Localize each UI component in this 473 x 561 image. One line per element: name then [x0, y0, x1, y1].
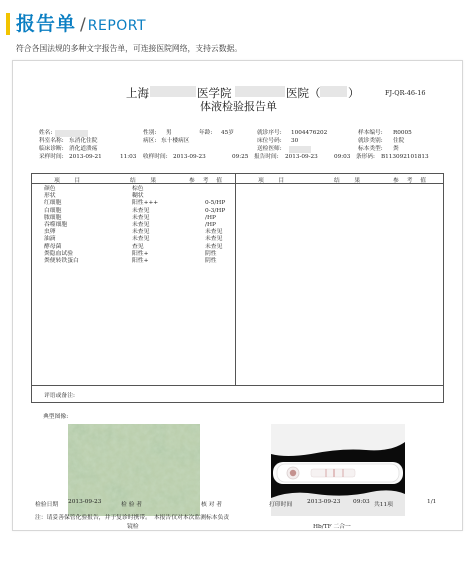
row-result: 阳性+ [132, 250, 149, 257]
table-divider [235, 174, 236, 385]
row-result: 未查见 [132, 222, 150, 228]
row-result: 阳性+ [132, 258, 149, 264]
footer-note: 注：请妥善保管化验报告，并于复诊时携带。 本报告仅对本次监测标本负责 [35, 515, 230, 521]
redacted-block [150, 86, 196, 97]
row-ref: /HP [205, 222, 216, 228]
row-item: 粪隐血试验 [44, 250, 73, 257]
redacted-block [235, 86, 285, 97]
visit-value: 1004476202 [291, 130, 328, 136]
row-result: 查见 [132, 243, 144, 250]
checker-label: 核 对 者 [201, 502, 223, 508]
report-time-label: 报告时间: [254, 154, 279, 160]
bed-label: 床位号码: [257, 138, 282, 144]
image2-caption: Hb/TF 二合一 [313, 524, 351, 530]
row-item: 吞噬细胞 [44, 222, 68, 228]
redacted-doctor [289, 146, 311, 153]
col-header-item: 项 目 [54, 178, 82, 184]
receive-label: 收样时间: [143, 154, 168, 160]
row-ref: 未查见 [205, 236, 223, 243]
doc-number: FJ-QR-46-16 [385, 89, 426, 97]
sample-label: 样本编号: [358, 130, 383, 136]
row-item: 颜色 [44, 186, 56, 192]
redacted-name [55, 130, 88, 137]
row-ref: 阴性 [205, 250, 217, 257]
row-item: 白细胞 [44, 207, 62, 214]
row-result: 未查见 [132, 229, 150, 236]
image1-caption: 镜检 [127, 524, 139, 530]
title-en: REPORT [87, 18, 147, 34]
row-ref: 0-5/HP [205, 200, 226, 207]
ward-label: 病区: [143, 138, 157, 144]
row-item: 粪便转铁蛋白 [44, 258, 79, 264]
visit-type-value: 住院 [393, 138, 405, 144]
report-time: 09:03 [334, 154, 351, 160]
name-label: 姓名: [39, 130, 53, 136]
col-header-ref-right: 参 考 值 [393, 178, 427, 184]
bed-value: 30 [291, 138, 299, 144]
print-date: 2013-09-23 [307, 499, 341, 505]
sample-value: R0005 [393, 130, 412, 136]
row-ref: 未查见 [205, 229, 223, 236]
ward-value: 东十楼病区 [161, 138, 190, 144]
item-total: 共11项 [374, 502, 393, 508]
row-ref: 0-3/HP [205, 207, 226, 214]
report-date: 2013-09-23 [285, 154, 318, 160]
row-result: 棕色 [132, 186, 144, 192]
visit-label: 就诊序号: [257, 130, 282, 136]
header-rule [32, 183, 443, 184]
hospital-prefix: 上海 [126, 86, 149, 100]
row-result: 糊状 [132, 193, 144, 200]
sex-value: 男 [166, 130, 172, 136]
collect-time: 11:03 [120, 154, 137, 160]
redacted-block [320, 86, 347, 97]
receive-date: 2013-09-23 [173, 154, 206, 160]
print-time: 09:03 [353, 499, 370, 505]
row-item: 形状 [44, 193, 56, 200]
hospital-suffix: 医院（ [286, 86, 321, 100]
row-item: 虫卵 [44, 229, 56, 236]
age-value: 45岁 [221, 130, 234, 136]
comment-box [31, 386, 444, 403]
row-result: 未查见 [132, 236, 150, 243]
row-result: 未查见 [132, 214, 150, 221]
age-label: 年龄: [199, 130, 213, 136]
tester-label: 检 验 者 [121, 502, 143, 508]
diagnosis-label: 临床诊断: [39, 146, 64, 152]
sex-label: 性别: [143, 130, 157, 136]
hospital-mid: 医学院 [197, 86, 232, 100]
row-result: 阳性+++ [132, 200, 159, 207]
dept-label: 科室名称: [39, 138, 64, 144]
report-sheet [12, 60, 463, 531]
page-number: 1/1 [427, 499, 437, 505]
row-item: 酵母菌 [44, 243, 62, 250]
title-cn: 报告单 [16, 13, 77, 35]
results-table [31, 173, 444, 386]
collect-date: 2013-09-21 [69, 154, 102, 160]
test-date-label: 检验日期 [35, 502, 59, 508]
collect-label: 采样时间: [39, 154, 64, 160]
accent-bar [6, 13, 10, 35]
hospital-close: ） [348, 86, 360, 100]
col-header-ref: 参 考 值 [189, 178, 223, 184]
comment-label: 评语或备注: [44, 393, 75, 399]
row-ref: 未查见 [205, 243, 223, 250]
typical-image-label: 典型图像: [43, 414, 69, 420]
dept-value: 东消化住院 [69, 138, 98, 144]
diagnosis-value: 消化道溃疡 [69, 146, 98, 152]
page-subtitle: 符合各国法规的多种文字报告单，可连接医院网络，支持云数据。 [16, 44, 243, 53]
doctor-label: 送检医师: [257, 146, 282, 152]
row-ref: 阴性 [205, 258, 217, 264]
col-header-item-right: 项 目 [258, 178, 286, 184]
test-date: 2013-09-23 [68, 499, 102, 505]
print-time-label: 打印时间 [269, 502, 293, 508]
col-header-result-right: 结 果 [334, 178, 362, 184]
row-ref: /HP [205, 214, 216, 221]
row-item: 油滴 [44, 236, 56, 243]
sample-type-value: 粪 [393, 146, 399, 152]
page-title [16, 12, 146, 36]
visit-type-label: 就诊类别: [358, 138, 383, 144]
sample-type-label: 标本类型: [358, 146, 383, 152]
barcode-label: 条形码: [356, 154, 375, 160]
report-title: 体液检验报告单 [200, 100, 277, 113]
row-result: 未查见 [132, 207, 150, 214]
col-header-result: 结 果 [130, 178, 158, 184]
row-item: 脓细胞 [44, 214, 62, 221]
receive-time: 09:25 [232, 154, 249, 160]
title-separator: / [80, 15, 86, 35]
row-item: 红细胞 [44, 200, 62, 207]
barcode-value: B113092101813 [381, 154, 429, 160]
